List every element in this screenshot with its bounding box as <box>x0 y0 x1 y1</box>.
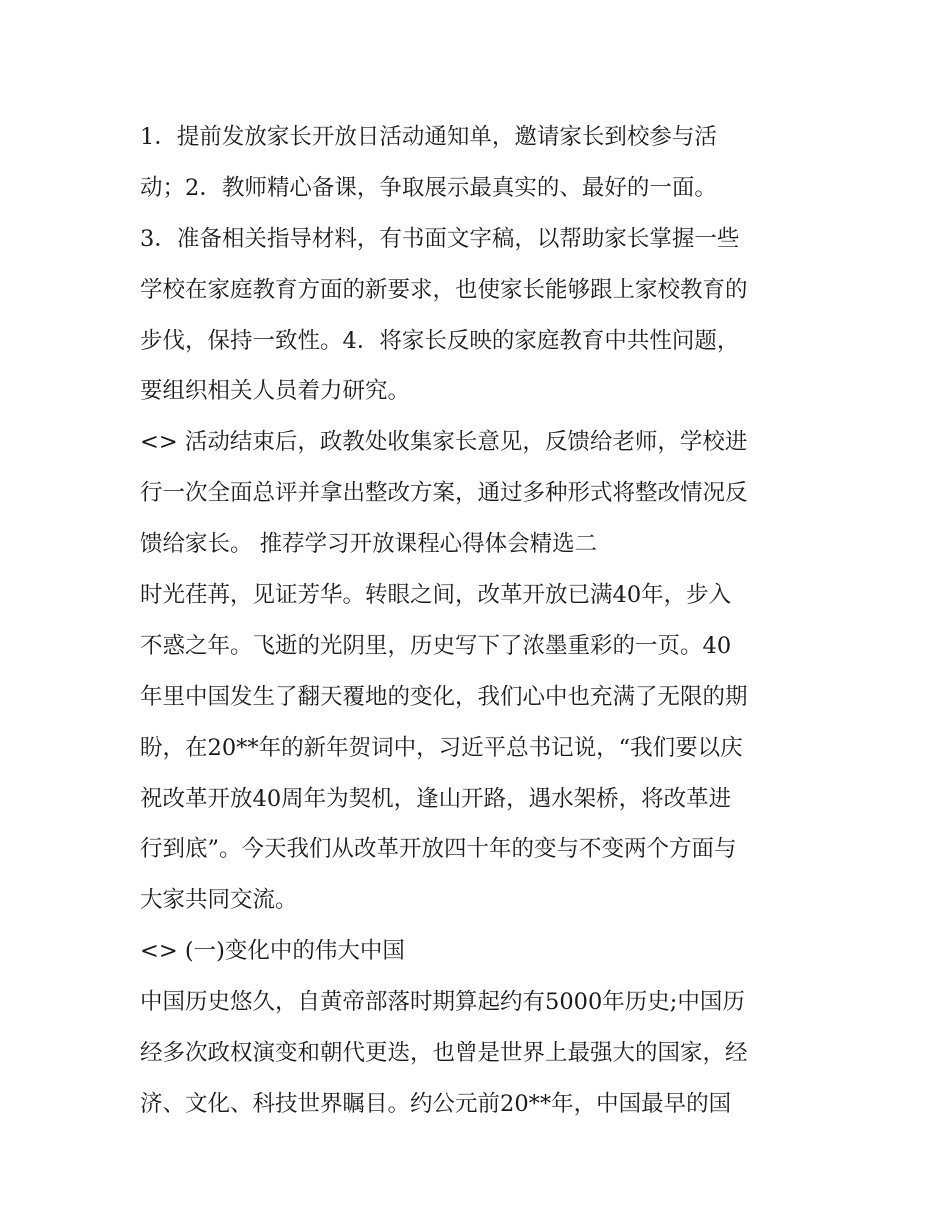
text-line: 盼，在20**年的新年贺词中，习近平总书记说，“我们要以庆 <box>140 734 743 761</box>
text-line: 祝改革开放40周年为契机，逢山开路，遇水架桥，将改革进 <box>140 785 732 812</box>
text-line: 3．准备相关指导材料，有书面文字稿，以帮助家长掌握一些 <box>140 225 740 252</box>
body-text <box>140 112 830 1130</box>
text-line: 中国历史悠久，自黄帝部落时期算起约有5000年历史;中国历 <box>140 989 745 1016</box>
text-line: 不惑之年。飞逝的光阴里，历史写下了浓墨重彩的一页。40 <box>140 632 732 659</box>
text-line: 经多次政权演变和朝代更迭，也曾是世界上最强大的国家，经 <box>140 1040 748 1067</box>
text-line: <> (一)变化中的伟大中国 <box>140 938 405 965</box>
text-line: 要组织相关人员着力研究。 <box>140 378 411 405</box>
text-line: 行到底”。今天我们从改革开放四十年的变与不变两个方面与 <box>140 836 737 863</box>
text-line: 大家共同交流。 <box>140 887 298 914</box>
text-line: 济、文化、科技世界瞩目。约公元前20**年，中国最早的国 <box>140 1090 732 1117</box>
text-line: 1．提前发放家长开放日活动通知单，邀请家长到校参与活 <box>140 124 717 150</box>
text-line: 步伐，保持一致性。4．将家长反映的家庭教育中共性问题， <box>140 327 740 354</box>
text-line: 行一次全面总评并拿出整改方案，通过多种形式将整改情况反 <box>140 480 748 507</box>
text-line: <> 活动结束后，政教处收集家长意见，反馈给老师，学校进 <box>140 429 748 456</box>
text-line: 馈给家长。 推荐学习开放课程心得体会精选二 <box>140 531 598 558</box>
text-line: 时光荏苒，见证芳华。转眼之间，改革开放已满40年，步入 <box>140 582 732 609</box>
text-line: 年里中国发生了翻天覆地的变化，我们心中也充满了无限的期 <box>140 683 748 710</box>
text-line: 学校在家庭教育方面的新要求，也使家长能够跟上家校教育的 <box>140 276 748 303</box>
text-line: 动；2．教师精心备课，争取展示最真实的、最好的一面。 <box>140 174 717 201</box>
